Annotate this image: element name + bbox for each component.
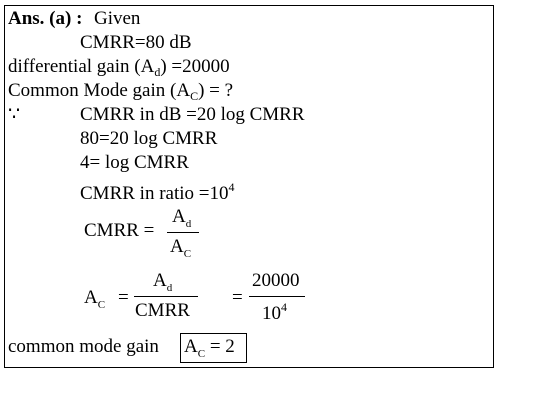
step-1: CMRR in dB =20 log CMRR (80, 104, 305, 125)
given-label: Given (94, 8, 141, 29)
differential-gain-line: differential gain $(A_d) =20000$ (8, 56, 230, 79)
eq1-numerator: $A_d$ (172, 206, 192, 230)
cmrr-given: CMRR=80 dB (80, 32, 192, 53)
step-2: 80=20 log CMRR (80, 128, 218, 149)
eq1-lhs: CMRR = (84, 220, 155, 241)
eq2-denominator: CMRR (135, 300, 190, 321)
final-text: common mode gain (8, 336, 159, 357)
eq2-fraction-bar (134, 296, 198, 297)
common-mode-gain-line: Common Mode gain $(A_C)$ = ? (8, 80, 234, 103)
eq2-denominator-2: $10^4$ (262, 300, 287, 324)
eq2-lhs: $A_C$ (84, 287, 106, 311)
eq2-numerator-2: 20000 (252, 270, 300, 291)
final-answer: $A_C = 2$ (184, 336, 235, 360)
step-3: 4= log CMRR (80, 152, 189, 173)
answer-label: Ans. (a) : (8, 8, 83, 29)
step-4: CMRR in ratio $=10^4$ (80, 180, 235, 204)
eq2-fraction-bar-2 (249, 296, 305, 297)
eq2-numerator: $A_d$ (153, 270, 173, 294)
eq1-fraction-bar (167, 232, 199, 233)
eq1-denominator: $A_C$ (170, 236, 192, 260)
eq2-equals-2: = (232, 287, 243, 308)
eq2-equals-1: = (118, 287, 129, 308)
because-symbol: ∵ (8, 104, 21, 125)
